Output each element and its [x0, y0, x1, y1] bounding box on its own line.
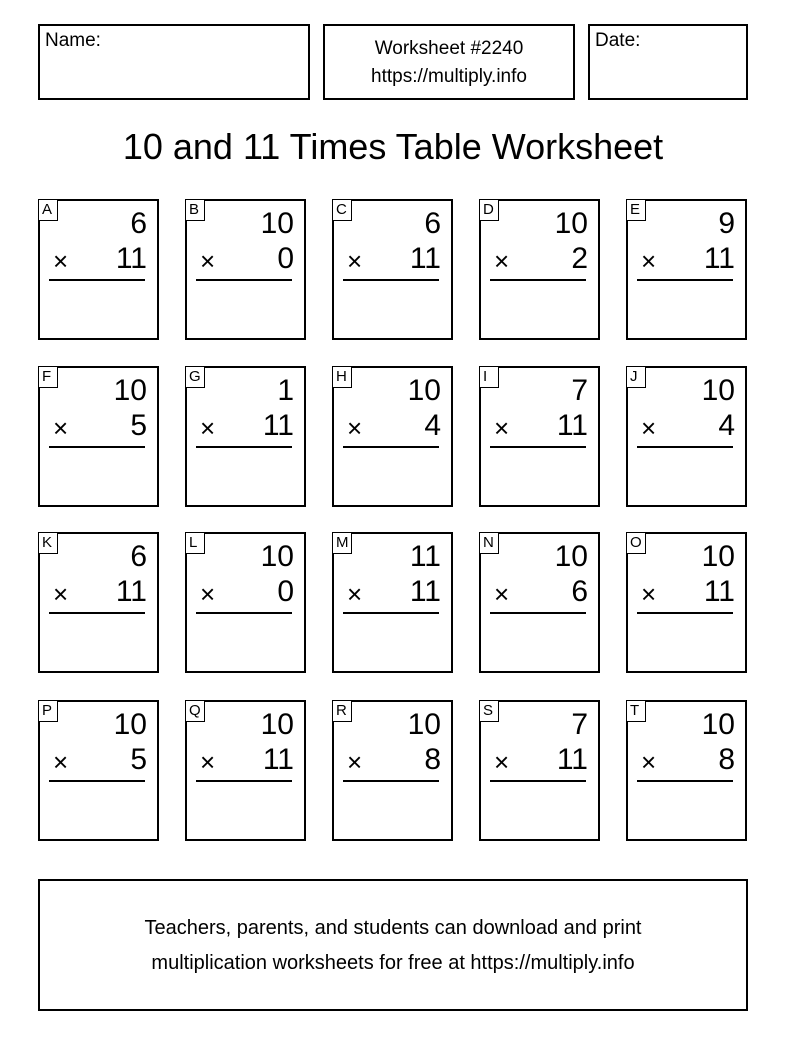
- problem-letter: H: [332, 366, 352, 388]
- problem-letter: C: [332, 199, 352, 221]
- multiplier: 11: [262, 409, 294, 442]
- name-label: Name:: [45, 30, 101, 51]
- answer-line: [49, 279, 145, 281]
- times-icon: ×: [200, 579, 216, 609]
- multiplier: 0: [277, 242, 294, 275]
- multiplicand: 10: [701, 708, 735, 741]
- problem-letter: R: [332, 700, 352, 722]
- times-icon: ×: [347, 747, 363, 777]
- answer-line: [196, 780, 292, 782]
- times-icon: ×: [494, 413, 510, 443]
- multiplicand: 10: [701, 374, 735, 407]
- problem-e[interactable]: [626, 199, 747, 340]
- problem-q[interactable]: [185, 700, 306, 841]
- times-icon: ×: [200, 413, 216, 443]
- answer-line: [196, 612, 292, 614]
- answer-line: [49, 446, 145, 448]
- times-icon: ×: [641, 579, 657, 609]
- name-field-box[interactable]: [38, 24, 310, 100]
- multiplier: 11: [556, 409, 588, 442]
- multiplier: 11: [262, 743, 294, 776]
- problem-n[interactable]: [479, 532, 600, 673]
- multiplicand: 7: [571, 374, 588, 407]
- footer-line-1: Teachers, parents, and students can download and print: [144, 917, 642, 939]
- times-icon: ×: [641, 246, 657, 276]
- multiplicand: 10: [407, 374, 441, 407]
- footer-box: [38, 879, 748, 1011]
- date-field-box[interactable]: [588, 24, 748, 100]
- problem-letter: S: [479, 700, 499, 722]
- multiplier: 11: [703, 575, 735, 608]
- answer-line: [637, 780, 733, 782]
- worksheet-url: https://multiply.info: [371, 66, 527, 87]
- problem-t[interactable]: [626, 700, 747, 841]
- problem-letter: I: [479, 366, 499, 388]
- multiplicand: 10: [407, 708, 441, 741]
- multiplicand: 6: [130, 540, 147, 573]
- answer-line: [343, 279, 439, 281]
- worksheet-title: 10 and 11 Times Table Worksheet: [122, 126, 664, 167]
- multiplier: 11: [556, 743, 588, 776]
- problem-f[interactable]: [38, 366, 159, 507]
- times-icon: ×: [53, 579, 69, 609]
- problem-m[interactable]: [332, 532, 453, 673]
- times-icon: ×: [641, 747, 657, 777]
- multiplier: 6: [571, 575, 588, 608]
- times-icon: ×: [641, 413, 657, 443]
- multiplicand: 10: [554, 207, 588, 240]
- problem-letter: D: [479, 199, 499, 221]
- multiplicand: 10: [113, 374, 147, 407]
- problem-k[interactable]: [38, 532, 159, 673]
- answer-line: [490, 279, 586, 281]
- problem-letter: M: [332, 532, 352, 554]
- answer-line: [490, 780, 586, 782]
- times-icon: ×: [347, 246, 363, 276]
- problem-b[interactable]: [185, 199, 306, 340]
- problem-l[interactable]: [185, 532, 306, 673]
- problem-h[interactable]: [332, 366, 453, 507]
- times-icon: ×: [494, 747, 510, 777]
- multiplicand: 6: [130, 207, 147, 240]
- times-icon: ×: [53, 413, 69, 443]
- multiplicand: 10: [701, 540, 735, 573]
- problem-c[interactable]: [332, 199, 453, 340]
- multiplicand: 10: [113, 708, 147, 741]
- problem-i[interactable]: [479, 366, 600, 507]
- times-icon: ×: [200, 246, 216, 276]
- times-icon: ×: [347, 579, 363, 609]
- answer-line: [490, 612, 586, 614]
- multiplicand: 1: [277, 374, 294, 407]
- multiplier: 11: [115, 242, 147, 275]
- problem-p[interactable]: [38, 700, 159, 841]
- multiplicand: 10: [260, 708, 294, 741]
- problem-o[interactable]: [626, 532, 747, 673]
- problem-j[interactable]: [626, 366, 747, 507]
- multiplicand: 10: [554, 540, 588, 573]
- problem-letter: G: [185, 366, 205, 388]
- answer-line: [343, 780, 439, 782]
- times-icon: ×: [347, 413, 363, 443]
- problem-letter: P: [38, 700, 58, 722]
- multiplicand: 9: [718, 207, 735, 240]
- problem-letter: K: [38, 532, 58, 554]
- times-icon: ×: [200, 747, 216, 777]
- multiplier: 5: [130, 409, 147, 442]
- problem-letter: E: [626, 199, 646, 221]
- answer-line: [343, 612, 439, 614]
- problem-letter: J: [626, 366, 646, 388]
- answer-line: [196, 446, 292, 448]
- multiplicand: 6: [424, 207, 441, 240]
- problem-s[interactable]: [479, 700, 600, 841]
- multiplier: 8: [718, 743, 735, 776]
- answer-line: [637, 612, 733, 614]
- times-icon: ×: [53, 246, 69, 276]
- answer-line: [196, 279, 292, 281]
- worksheet-info-box: [323, 24, 575, 100]
- problem-a[interactable]: [38, 199, 159, 340]
- problem-letter: Q: [185, 700, 205, 722]
- answer-line: [490, 446, 586, 448]
- multiplier: 2: [571, 242, 588, 275]
- multiplier: 8: [424, 743, 441, 776]
- worksheet-number: Worksheet #2240: [374, 38, 524, 59]
- multiplier: 11: [409, 242, 441, 275]
- times-icon: ×: [494, 579, 510, 609]
- multiplicand: 7: [571, 708, 588, 741]
- problem-letter: O: [626, 532, 646, 554]
- multiplier: 11: [703, 242, 735, 275]
- problem-letter: A: [38, 199, 58, 221]
- problem-letter: F: [38, 366, 58, 388]
- multiplier: 4: [424, 409, 441, 442]
- times-icon: ×: [53, 747, 69, 777]
- answer-line: [637, 279, 733, 281]
- footer-line-2: multiplication worksheets for free at https://multiply.info: [151, 952, 635, 974]
- answer-line: [343, 446, 439, 448]
- multiplier: 4: [718, 409, 735, 442]
- multiplicand: 10: [260, 207, 294, 240]
- times-icon: ×: [494, 246, 510, 276]
- problem-letter: T: [626, 700, 646, 722]
- multiplier: 11: [115, 575, 147, 608]
- answer-line: [49, 612, 145, 614]
- answer-line: [637, 446, 733, 448]
- problem-letter: N: [479, 532, 499, 554]
- problem-letter: L: [185, 532, 205, 554]
- date-label: Date:: [595, 30, 641, 51]
- multiplicand: 10: [260, 540, 294, 573]
- multiplicand: 11: [409, 540, 441, 573]
- problem-r[interactable]: [332, 700, 453, 841]
- multiplier: 5: [130, 743, 147, 776]
- problem-d[interactable]: [479, 199, 600, 340]
- multiplier: 0: [277, 575, 294, 608]
- problem-g[interactable]: [185, 366, 306, 507]
- multiplier: 11: [409, 575, 441, 608]
- problem-letter: B: [185, 199, 205, 221]
- answer-line: [49, 780, 145, 782]
